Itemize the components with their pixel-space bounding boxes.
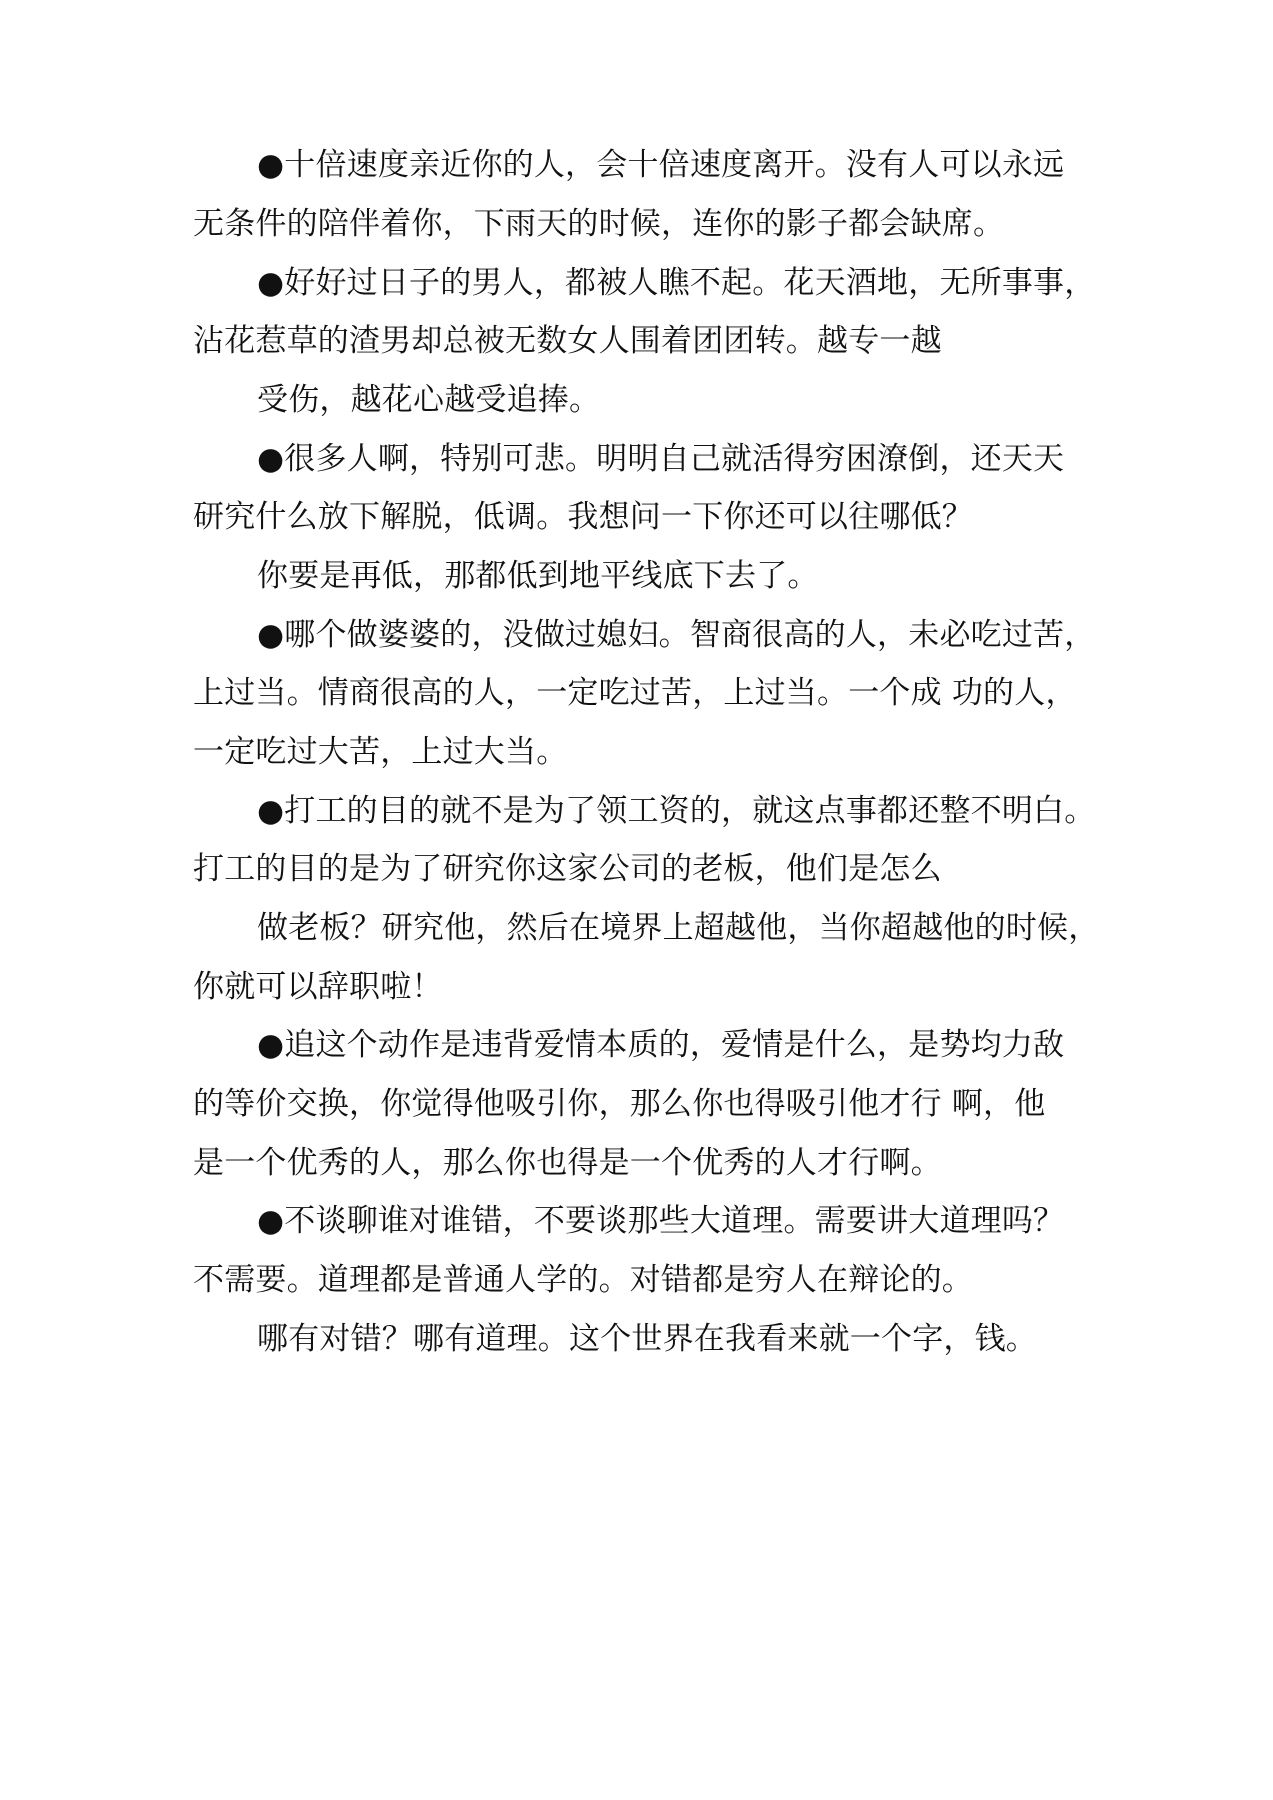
text-line: 打工的目的是为了研究你这家公司的老板，他们是怎么 xyxy=(193,851,942,887)
text-line: 一定吃过大苦，上过大当。 xyxy=(193,734,568,770)
text-line: ●十倍速度亲近你的人，会十倍速度离开。没有人可以永远 xyxy=(257,147,1065,183)
text-line: 你要是再低，那都低到地平线底下去了。 xyxy=(257,558,819,594)
text-line: ●很多人啊，特别可悲。明明自己就活得穷困潦倒，还天天 xyxy=(257,441,1065,477)
text-line: 沾花惹草的渣男却总被无数女人围着团团转。越专一越 xyxy=(193,323,942,359)
text-line: ●哪个做婆婆的，没做过媳妇。智商很高的人，未必吃过苦， xyxy=(257,617,1096,653)
text-line: 上过当。情商很高的人，一定吃过苦，上过当。一个成 功的人， xyxy=(193,675,1077,711)
text-line: ●好好过日子的男人，都被人瞧不起。花天酒地，无所事事， xyxy=(257,265,1096,301)
text-line: 哪有对错？哪有道理。这个世界在我看来就一个字，钱。 xyxy=(257,1321,1037,1357)
text-line: 的等价交换，你觉得他吸引你，那么你也得吸引他才行 啊，他 xyxy=(193,1086,1046,1122)
text-line: 受伤，越花心越受追捧。 xyxy=(257,382,601,418)
text-line: 无条件的陪伴着你，下雨天的时候，连你的影子都会缺席。 xyxy=(193,206,1005,242)
text-line: ●打工的目的就不是为了领工资的，就这点事都还整不明白。 xyxy=(257,793,1096,829)
text-line: 是一个优秀的人，那么你也得是一个优秀的人才行啊。 xyxy=(193,1145,942,1181)
text-line: 做老板？研究他，然后在境界上超越他，当你超越他的时候， xyxy=(257,910,1100,946)
text-line: 不需要。道理都是普通人学的。对错都是穷人在辩论的。 xyxy=(193,1262,973,1298)
text-line: 研究什么放下解脱，低调。我想问一下你还可以往哪低？ xyxy=(193,499,973,535)
text-line: ●不谈聊谁对谁错，不要谈那些大道理。需要讲大道理吗？ xyxy=(257,1203,1065,1239)
text-line: 你就可以辞职啦！ xyxy=(193,969,443,1005)
text-line: ●追这个动作是违背爱情本质的，爱情是什么，是势均力敌 xyxy=(257,1027,1065,1063)
